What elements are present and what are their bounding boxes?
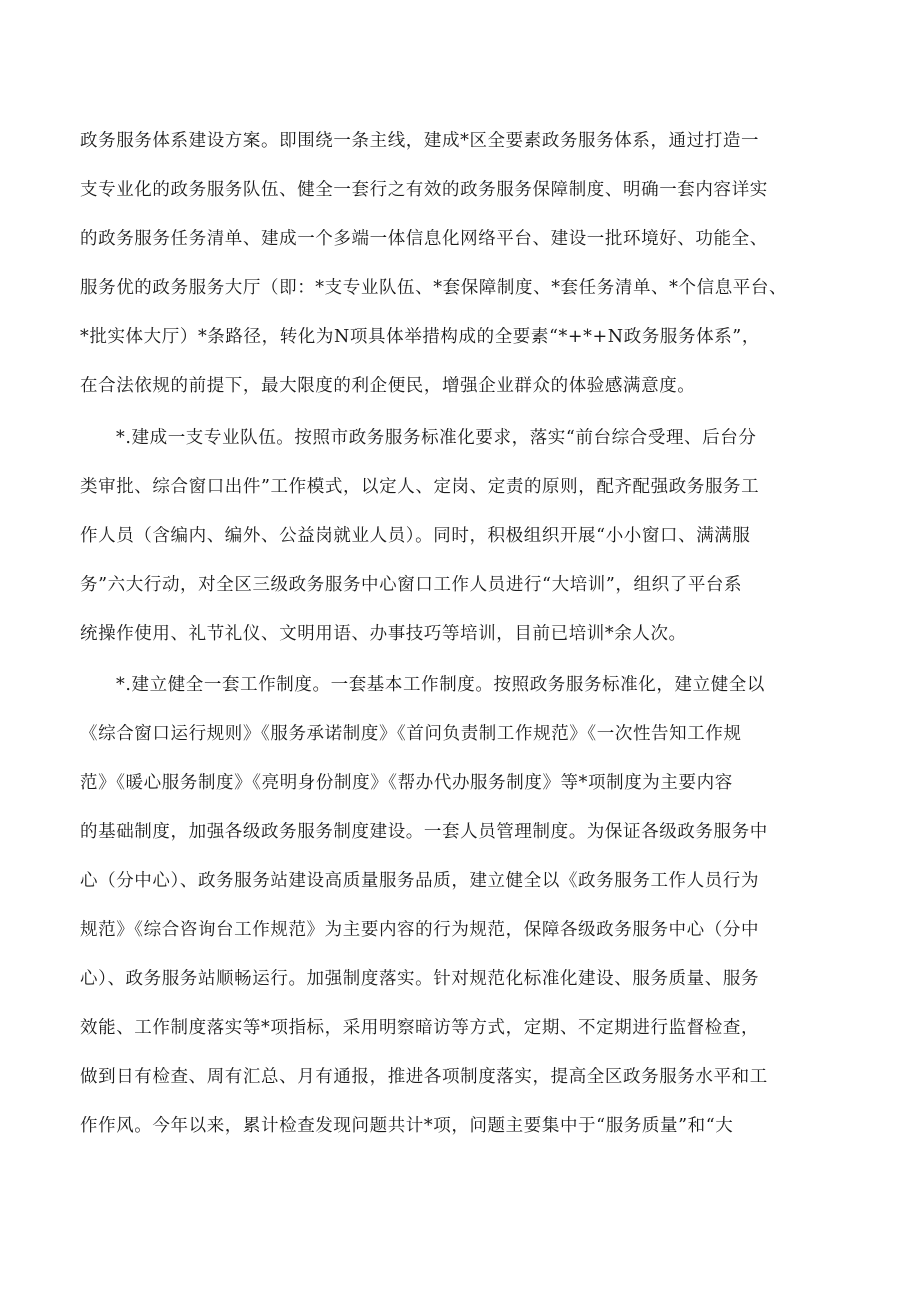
paragraph-line: 规范》《综合咨询台工作规范》为主要内容的行为规范，保障各级政务服务中心（分中 (80, 920, 760, 940)
paragraph-line: 心（分中心）、政务服务站建设高质量服务品质，建立健全以《政务服务工作人员行为 (80, 871, 760, 891)
paragraph-line: 支专业化的政务服务队伍、健全一套行之有效的政务服务保障制度、明确一套内容详实 (80, 180, 768, 200)
paragraph-line: 在合法依规的前提下，最大限度的利企便民，增强企业群众的体验感满意度。 (80, 376, 696, 396)
paragraph-line: *.建立健全一套工作制度。一套基本工作制度。按照政务服务标准化，建立健全以 (116, 675, 766, 695)
paragraph-line: *.建成一支专业队伍。按照市政务服务标准化要求，落实“前台综合受理、后台分 (116, 428, 757, 448)
paragraph-line: 类审批、综合窗口出件”工作模式，以定人、定岗、定责的原则，配齐配强政务服务工 (80, 477, 760, 497)
paragraph-line: 的基础制度，加强各级政务服务制度建设。一套人员管理制度。为保证各级政务服务中 (80, 822, 768, 842)
paragraph-line: 《综合窗口运行规则》《服务承诺制度》《首问负责制工作规范》《一次性告知工作规 (80, 724, 742, 744)
paragraph-line: 务”六大行动，对全区三级政务服务中心窗口工作人员进行“大培训”，组织了平台系 (80, 575, 743, 595)
paragraph-line: *批实体大厅）*条路径，转化为N项具体举措构成的全要素“*+*+N政务服务体系”， (80, 327, 760, 347)
paragraph-line: 政务服务体系建设方案。即围绕一条主线，建成*区全要素政务服务体系，通过打造一 (80, 131, 760, 151)
paragraph-line: 心）、政务服务站顺畅运行。加强制度落实。针对规范化标准化建设、服务质量、服务 (80, 969, 760, 989)
paragraph-line: 服务优的政务服务大厅（即：*支专业队伍、*套保障制度、*套任务清单、*个信息平台、 (80, 278, 788, 298)
paragraph-line: 作作风。今年以来，累计检查发现问题共计*项，问题主要集中于“服务质量”和“大 (80, 1116, 734, 1136)
paragraph-line: 统操作使用、礼节礼仪、文明用语、办事技巧等培训，目前已培训*余人次。 (80, 624, 687, 644)
paragraph-line: 的政务服务任务清单、建成一个多端一体信息化网络平台、建设一批环境好、功能全、 (80, 229, 768, 249)
paragraph-line: 范》《暖心服务制度》《亮明身份制度》《帮办代办服务制度》等*项制度为主要内容 (80, 773, 733, 793)
paragraph-line: 作人员（含编内、编外、公益岗就业人员）。同时，积极组织开展“小小窗口、满满服 (80, 526, 751, 546)
paragraph-line: 做到日有检查、周有汇总、月有通报，推进各项制度落实，提高全区政务服务水平和工 (80, 1067, 768, 1087)
paragraph-line: 效能、工作制度落实等*项指标，采用明察暗访等方式，定期、不定期进行监督检查， (80, 1018, 760, 1038)
